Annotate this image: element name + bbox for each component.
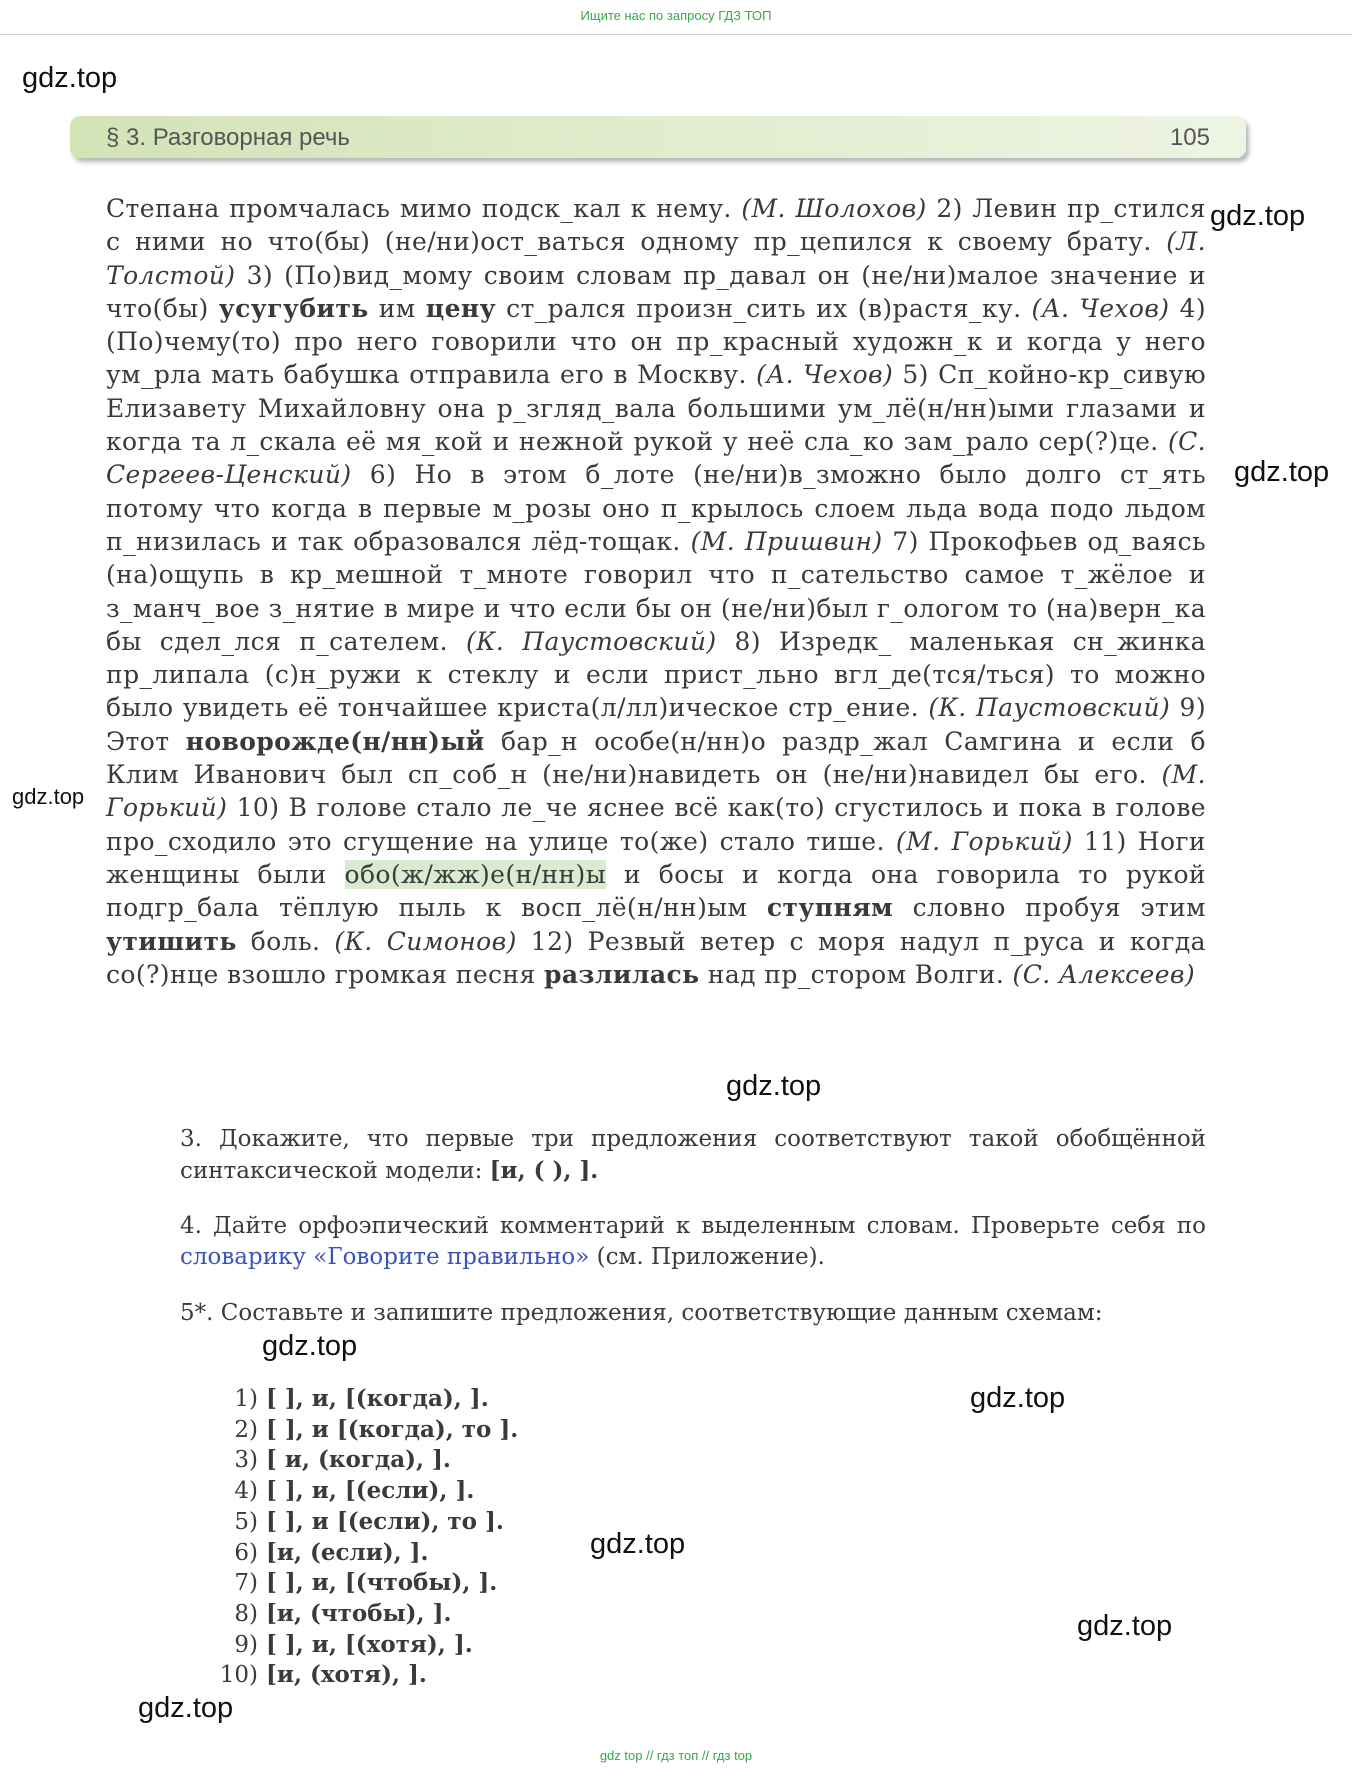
list-item (214, 1599, 518, 1630)
scheme-formula: [ ], и [(если), то ]. (258, 1507, 504, 1535)
text-segment: Степана промчалась мимо подск_кал к нему. (106, 194, 742, 223)
scheme-number: 6) (234, 1539, 258, 1566)
watermark: gdz.top (262, 1330, 358, 1362)
text-segment: 2) Левин пр_стился с ними но что(бы) (не/ни)ост_ваться одному пр_цепился к своему брату. (106, 194, 1206, 257)
author-attribution: (М. Шолохов) (741, 194, 927, 223)
footer-links[interactable]: gdz top // гдз топ // гдз top (599, 1748, 753, 1763)
text-segment: ст_рался произн_сить их (в)растя_ку. (496, 293, 1032, 323)
watermark: gdz.top (970, 1382, 1066, 1414)
author-attribution: (К. Паустовский) (928, 693, 1171, 723)
scheme-number: 2) (234, 1416, 258, 1443)
text-segment: и босы и когда она говорила то рукой подгр_бала тёплую пыль к восп_лё(н/нн)ым (106, 859, 1206, 923)
text-segment: боль. (236, 926, 335, 956)
list-item (214, 1476, 518, 1507)
author-attribution: (М. Горький) (895, 826, 1073, 856)
list-item (214, 1538, 518, 1569)
text-segment: 6) Но в этом б_лоте (не/ни)в_зможно было долго ст_ять потому что когда в первые м_розы оно п_крылось слоем льда вода подо льдом п_низилась и так образовался лёд-тощак. (106, 460, 1206, 556)
scheme-number: 4) (234, 1478, 258, 1505)
scheme-list (214, 1384, 518, 1691)
list-item (214, 1568, 518, 1599)
author-attribution: (К. Симонов) (334, 926, 517, 956)
text-segment: 9) Этот (106, 693, 1206, 756)
watermark: gdz.top (726, 1070, 822, 1102)
scheme-number: 1) (234, 1386, 258, 1412)
author-attribution: (А. Чехов) (756, 360, 894, 390)
watermark: gdz.top (1234, 456, 1330, 488)
text-segment: 3) (По)вид_мому своим словам пр_давал он (не/ни)малое значение и что(бы) (106, 260, 1206, 323)
highlighted-word: новорожде(н/нн)ый (185, 726, 485, 756)
scheme-formula: [и, (если), ]. (258, 1538, 429, 1566)
task-5-text: 5*. Составьте и запишите предложения, соответствующие данным схемам: (180, 1300, 1103, 1326)
text-segment: 11) Ноги женщины были (106, 826, 1206, 889)
list-item (214, 1660, 518, 1691)
task-5 (180, 1298, 1206, 1329)
text-segment: 12) Резвый ветер с моря надул п_руса и когда со(?)нце взошло громкая песня (106, 926, 1206, 989)
page-number: 105 (1169, 124, 1210, 151)
text-segment: словно пробуя этим (893, 893, 1206, 923)
task-3-text: 3. Докажите, что первые три предложения соответствуют такой обобщённой синтаксической модели: (180, 1126, 1206, 1184)
search-hint-link[interactable]: Ищите нас по запросу ГДЗ ТОП (580, 8, 772, 23)
text-segment: бар_н особе(н/нн)о раздр_жал Самгина и если б Клим Иванович был сп_соб_н (не/ни)навидеть он (не/ни)навидел бы его. (106, 726, 1207, 790)
task-3 (180, 1124, 1206, 1187)
scheme-formula: [ и, (когда), ]. (258, 1446, 451, 1474)
marked-word: обо(ж/жж)е(н/нн)ы (344, 859, 606, 889)
author-attribution: (М. Пришвин) (690, 526, 883, 556)
scheme-number: 9) (234, 1631, 258, 1658)
task-4-text-end: (см. Приложение). (589, 1244, 825, 1270)
scheme-formula: [ ], и, [(чтобы), ]. (258, 1569, 498, 1597)
text-segment: над пр_стором Волги. (699, 959, 1013, 989)
author-attribution: (Л. Толстой) (106, 227, 1206, 290)
text-segment: 7) Прокофьев од_ваясь (на)ощупь в кр_мешной т_мноте говорил что п_сательство самое т_жёлое и з_манч_вое з_нятие в мире и что если бы он (не/ни)был г_ологом то (на)верн_ка бы сдел_лся п_сателем. (106, 526, 1207, 656)
highlighted-word: цену (425, 293, 497, 323)
task-3-model: [и, ( ), ]. (489, 1157, 599, 1184)
list-item (214, 1415, 518, 1446)
task-4-text: 4. Дайте орфоэпический комментарий к выделенным словам. Проверьте себя по (180, 1213, 1206, 1239)
author-attribution: (К. Паустовский) (466, 626, 717, 656)
text-segment: 8) Изредк_ маленькая сн_жинка пр_липала (с)н_ружи к стеклу и если прист_льно вгл_де(тся/ться) то можно было увидеть её тончайшее криста(л/лл)ическое стр_ение. (106, 626, 1206, 723)
list-item (214, 1445, 518, 1476)
top-banner (0, 0, 1352, 35)
highlighted-word: усугубить (218, 293, 369, 323)
author-attribution: (А. Чехов) (1031, 293, 1170, 323)
dictionary-link[interactable]: словарику «Говорите правильно» (180, 1244, 590, 1270)
scheme-number: 10) (219, 1662, 258, 1689)
text-segment: 10) В голове стало ле_че яснее всё как(то) сгустилось и пока в голове про_сходило это сгущение на улице то(же) стало тише. (106, 793, 1206, 856)
scheme-formula: [ ], и, [(когда), ]. (258, 1385, 489, 1412)
watermark: gdz.top (590, 1528, 686, 1560)
watermark: gdz.top (1210, 200, 1306, 232)
scheme-formula: [ ], и, [(хотя), ]. (258, 1630, 473, 1658)
scheme-formula: [ ], и [(когда), то ]. (258, 1415, 519, 1443)
highlighted-word: ступням (766, 893, 894, 923)
watermark: gdz.top (1077, 1610, 1173, 1642)
scheme-number: 3) (234, 1447, 258, 1474)
text-segment: 4) (По)чему(то) про него говорили что он пр_красный художн_к и когда у него ум_рла мать бабушка отправила его в Москву. (106, 293, 1207, 390)
section-title: § 3. Разговорная речь (106, 124, 350, 151)
text-segment: им (368, 293, 426, 323)
watermark: gdz.top (22, 62, 118, 94)
exercise-text (106, 192, 1206, 991)
text-segment: 5) Сп_койно-кр_сивую Елизавету Михайловну она р_згляд_вала большими ум_лё(н/нн)ыми глазами и когда та л_скала её мя_кой и нежной рукой у неё сла_ко зам_рало сер(?)це. (106, 360, 1206, 457)
highlighted-word: утишить (106, 926, 237, 956)
scheme-number: 5) (234, 1508, 258, 1535)
list-item (214, 1507, 518, 1538)
author-attribution: (М. Горький) (106, 760, 1206, 823)
scheme-number: 7) (234, 1570, 258, 1597)
task-4 (180, 1211, 1206, 1273)
list-item (214, 1384, 518, 1415)
author-attribution: (С. Алексеев) (1012, 959, 1195, 989)
scheme-formula: [и, (чтобы), ]. (258, 1599, 452, 1627)
watermark: gdz.top (138, 1692, 234, 1724)
list-item (214, 1630, 518, 1661)
scheme-formula: [ ], и, [(если), ]. (258, 1477, 475, 1505)
section-header (70, 116, 1246, 158)
author-attribution: (С. Сергеев-Ценский) (106, 427, 1206, 490)
watermark: gdz.top (12, 784, 85, 809)
highlighted-word: разлилась (544, 959, 700, 989)
scheme-formula: [и, (хотя), ]. (258, 1661, 427, 1689)
scheme-number: 8) (234, 1600, 258, 1627)
